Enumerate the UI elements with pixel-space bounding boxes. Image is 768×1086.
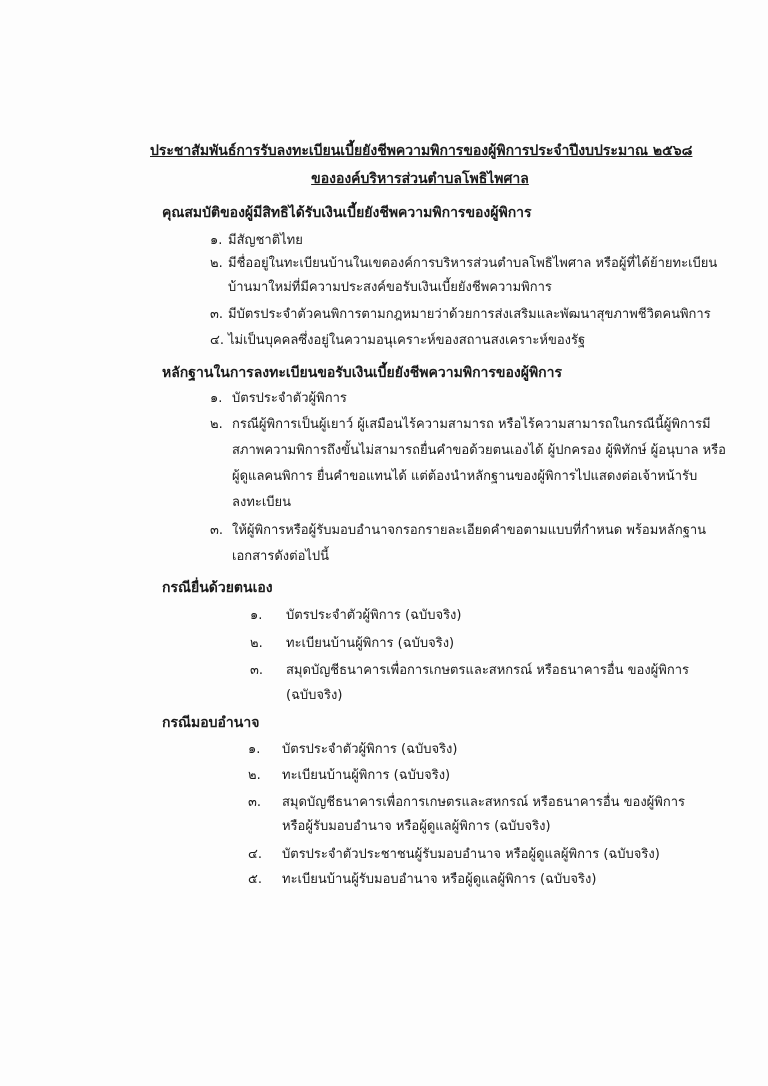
list-item-text: กรณีผู้พิการเป็นผู้เยาว์ ผู้เสมือนไร้ความสามารถ หรือไร้ความสามารถในกรณีนี้ผู้พิการมี (232, 417, 711, 432)
list-item-text: บัตรประจำตัวประชาชนผู้รับมอบอำนาจ หรือผู้ดูแลผู้พิการ (ฉบับจริง) (282, 847, 660, 862)
list-item-number: ๑. (250, 608, 263, 623)
list-item-text: ผู้ดูแลคนพิการ ยื่นคำขอแทนได้ แต่ต้องนำหลักฐานของผู้พิการไปแสดงต่อเจ้าหน้ารับ (232, 469, 698, 484)
list-item-text: ไม่เป็นบุคคลซึ่งอยู่ในความอนุเคราะห์ของสถานสงเคราะห์ของรัฐ (228, 333, 586, 348)
list-item-text: สมุดบัญชีธนาคารเพื่อการเกษตรและสหกรณ์ หรือธนาคารอื่น ของผู้พิการ (282, 795, 686, 810)
list-item-text: หรือผู้รับมอบอำนาจ หรือผู้ดูแลผู้พิการ (ฉบับจริง) (282, 819, 551, 834)
list-item-number: ๓. (250, 663, 264, 678)
list-item-text: ทะเบียนบ้านผู้พิการ (ฉบับจริง) (286, 636, 455, 651)
list-item-number: ๓. (210, 523, 224, 538)
list-item-number: ๑. (210, 233, 223, 248)
list-item-number: ๒. (250, 636, 263, 651)
document-title-line2: ขององค์บริหารส่วนตำบลโพธิไพศาล (311, 171, 529, 187)
list-item-text: ให้ผู้พิการหรือผู้รับมอบอำนาจกรอกรายละเอียดคำขอตามแบบที่กำหนด พร้อมหลักฐาน (232, 523, 707, 538)
list-item-text: (ฉบับจริง) (286, 688, 343, 703)
list-item-number: ๔. (210, 333, 224, 348)
section-heading-proxy: กรณีมอบอำนาจ (162, 715, 260, 731)
list-item-number: ๒. (248, 768, 261, 783)
list-item-text: สภาพความพิการถึงขั้นไม่สามารถยื่นคำขอด้วยตนเองได้ ผู้ปกครอง ผู้พิทักษ์ ผู้อนุบาล หรือ (232, 443, 726, 458)
list-item-text: มีสัญชาติไทย (228, 233, 303, 248)
list-item-number: ๑. (248, 742, 261, 757)
list-item-text: บัตรประจำตัวผู้พิการ (ฉบับจริง) (286, 608, 462, 623)
section-heading-evidence: หลักฐานในการลงทะเบียนขอรับเงินเบี้ยยังชีพความพิการของผู้พิการ (162, 365, 563, 381)
list-item-text: เอกสารดังต่อไปนี้ (232, 549, 330, 564)
list-item-text: ทะเบียนบ้านผู้พิการ (ฉบับจริง) (282, 768, 451, 783)
list-item-text: มีชื่ออยู่ในทะเบียนบ้านในเขตองค์การบริหารส่วนตำบลโพธิไพศาล หรือผู้ที่ได้ย้ายทะเบียน (228, 256, 718, 271)
section-heading-qualifications: คุณสมบัติของผู้มีสิทธิได้รับเงินเบี้ยยังชีพความพิการของผู้พิการ (162, 205, 532, 221)
list-item-text: มีบัตรประจำตัวคนพิการตามกฎหมายว่าด้วยการส่งเสริมและพัฒนาสุขภาพชีวิตคนพิการ (228, 307, 711, 322)
list-item-text: บัตรประจำตัวผู้พิการ (ฉบับจริง) (282, 742, 458, 757)
list-item-number: ๕. (248, 872, 262, 887)
list-item-number: ๑. (210, 391, 223, 406)
list-item-text: สมุดบัญชีธนาคารเพื่อการเกษตรและสหกรณ์ หรือธนาคารอื่น ของผู้พิการ (286, 663, 690, 678)
list-item-number: ๒. (210, 417, 223, 432)
list-item-text: บัตรประจำตัวผู้พิการ (232, 391, 347, 406)
list-item-text: ลงทะเบียน (232, 495, 292, 510)
list-item-text: บ้านมาใหม่ที่มีความประสงค์ขอรับเงินเบี้ยยังชีพความพิการ (228, 280, 552, 295)
list-item-number: ๓. (248, 795, 262, 810)
list-item-text: ทะเบียนบ้านผู้รับมอบอำนาจ หรือผู้ดูแลผู้พิการ (ฉบับจริง) (282, 872, 597, 887)
section-heading-self-submit: กรณียื่นด้วยตนเอง (162, 580, 273, 596)
list-item-number: ๒. (210, 256, 223, 271)
list-item-number: ๓. (210, 307, 224, 322)
document-title-line1: ประชาสัมพันธ์การรับลงทะเบียนเบี้ยยังชีพความพิการของผู้พิการประจำปีงบประมาณ ๒๕๖๘ (150, 143, 693, 159)
list-item-number: ๔. (248, 847, 262, 862)
